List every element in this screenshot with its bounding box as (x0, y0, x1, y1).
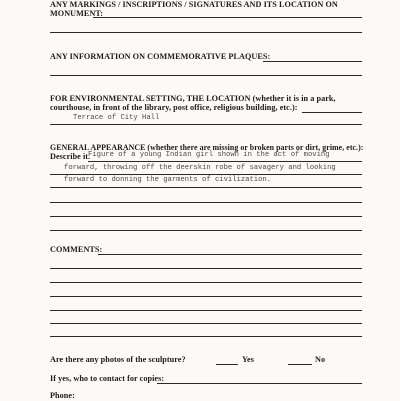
appearance-text-line-2: forward, throwing off the deerskin robe of savagery and looking (64, 164, 336, 172)
appearance-line-3[interactable] (50, 187, 362, 188)
photos-question: Are there any photos of the sculpture? (50, 355, 186, 364)
appearance-label: GENERAL APPEARANCE (whether there are missing or broken parts or dirt, grime, etc.): (50, 143, 364, 152)
comments-label: COMMENTS: (50, 245, 103, 254)
comments-line-3[interactable] (50, 282, 362, 283)
markings-label-line1: ANY MARKINGS / INSCRIPTIONS / SIGNATURES AND ITS LOCATION ON (50, 0, 338, 9)
describe-label: Describe it. (50, 152, 91, 161)
plaques-line-2[interactable] (50, 75, 362, 76)
plaques-line-1[interactable] (263, 61, 362, 62)
appearance-line-2[interactable] (50, 174, 362, 175)
comments-line-5[interactable] (50, 310, 362, 311)
plaques-label: ANY INFORMATION ON COMMEMORATIVE PLAQUES: (50, 52, 271, 61)
appearance-text-line-1: Figure of a young Indian girl shown in the act of moving (88, 151, 330, 159)
contact-label: If yes, who to contact for copies: (50, 374, 165, 383)
photos-no-label: No (315, 355, 326, 364)
setting-value: Terrace of City Hall (73, 114, 160, 122)
setting-line-2[interactable] (50, 124, 362, 125)
setting-label-line2: courthouse, in front of the library, post office, religious building, etc.): (50, 103, 298, 112)
appearance-line-1[interactable] (88, 161, 362, 162)
setting-label-line1: FOR ENVIRONMENTAL SETTING, THE LOCATION (whether it is in a park, (50, 94, 336, 103)
phone-label: Phone: (50, 391, 75, 400)
setting-line-1[interactable] (302, 112, 362, 113)
photos-no-blank[interactable] (288, 364, 312, 365)
appearance-line-6[interactable] (50, 230, 362, 231)
comments-line-7[interactable] (50, 336, 362, 337)
markings-line-2[interactable] (50, 32, 362, 33)
contact-line[interactable] (157, 383, 362, 384)
comments-line-6[interactable] (50, 323, 362, 324)
markings-line-1[interactable] (93, 17, 362, 18)
comments-line-4[interactable] (50, 296, 362, 297)
photos-yes-blank[interactable] (216, 364, 238, 365)
appearance-text-line-3: forward to donning the garments of civilization. (64, 176, 272, 184)
comments-line-1[interactable] (98, 254, 362, 255)
appearance-line-4[interactable] (50, 202, 362, 203)
comments-line-2[interactable] (50, 268, 362, 269)
markings-label-line2: MONUMENT: (50, 9, 104, 18)
appearance-line-5[interactable] (50, 216, 362, 217)
photos-yes-label: Yes (242, 355, 254, 364)
